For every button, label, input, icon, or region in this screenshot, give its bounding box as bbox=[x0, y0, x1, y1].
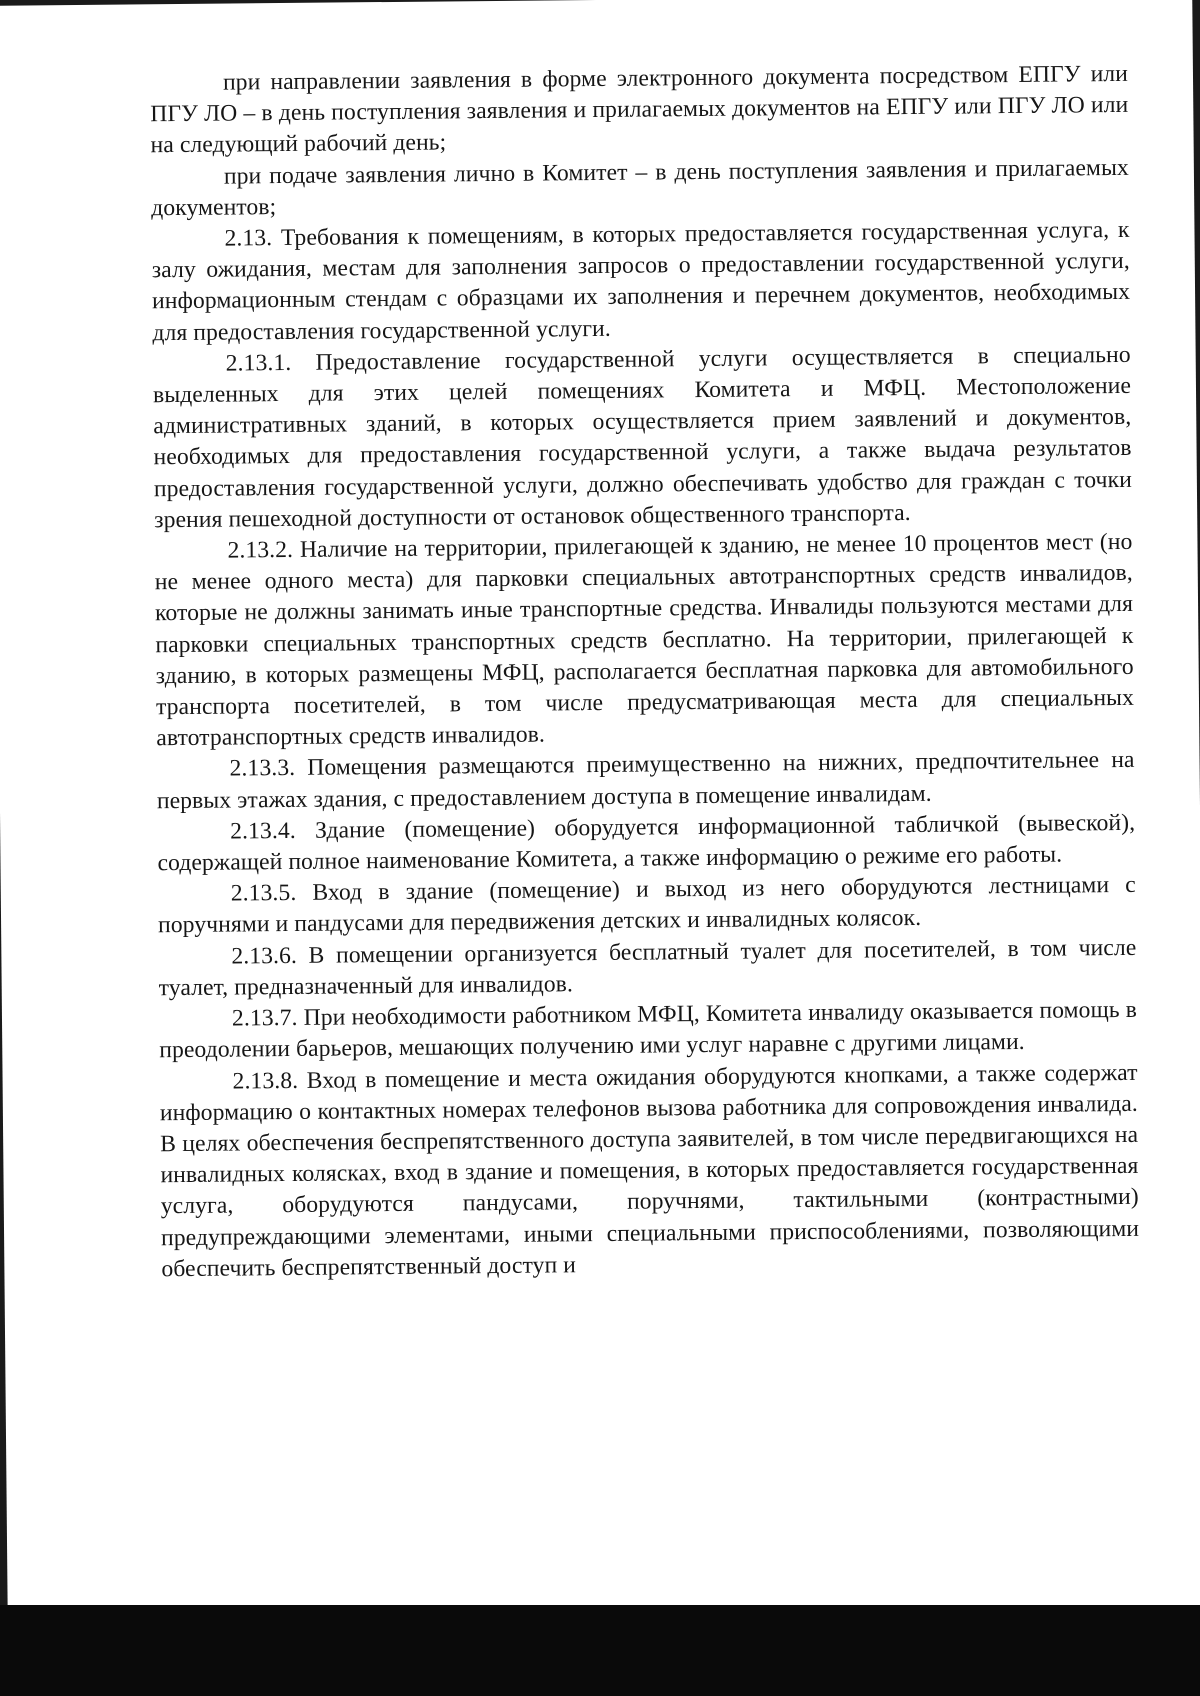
paragraph-2-13-6: 2.13.6. В помещении организуется бесплатный туалет для посетителей, в том числе туалет, предназначенный для инвалидов. bbox=[158, 934, 1137, 1002]
paragraph-2-13: 2.13. Требования к помещениям, в которых предоставляется государственная услуга, к залу ожидания, местам для заполнения запросов о предоставлении государственной услуги, информационным стендам с образцами их заполнения и перечнем документов, необходимых для предоставления государственной услуги. bbox=[151, 216, 1131, 346]
document-body bbox=[150, 59, 1140, 1285]
paragraph-2-13-4: 2.13.4. Здание (помещение) оборудуется информационной табличкой (вывеской), содержащей полное наименование Комитета, а также информацию о режиме его работы. bbox=[157, 809, 1136, 877]
paragraph-2-13-1: 2.13.1. Предоставление государственной услуги осуществляется в специально выделенных для этих целей помещениях Комитета и МФЦ. Местоположение административных зданий, в которых осуществляется прием заявлений и документов, необходимых для предоставления государственной услуги, а также выдача результатов предоставления государственной услуги, должно обеспечивать удобство для граждан с точки зрения пешеходной доступности от остановок общественного транспорта. bbox=[152, 341, 1132, 534]
scan-black-border bbox=[0, 1605, 1200, 1696]
paragraph-2-13-2: 2.13.2. Наличие на территории, прилегающей к зданию, не менее 10 процентов мест (но не менее одного места) для парковки специальных автотранспортных средств инвалидов, которые не должны занимать иные транспортные средства. Инвалиды пользуются местами для парковки специальных транспортных средств бесплатно. На территории, прилегающей к зданию, в которых размещены МФЦ, располагается бесплатная парковка для автомобильного транспорта посетителей, в том числе предусматривающая места для специальных автотранспортных средств инвалидов. bbox=[154, 528, 1135, 752]
paragraph-2-13-3: 2.13.3. Помещения размещаются преимущественно на нижних, предпочтительнее на первых этажах здания, с предоставлением доступа в помещение инвалидам. bbox=[156, 747, 1135, 814]
paragraph-2-13-5: 2.13.5. Вход в здание (помещение) и выход из него оборудуются лестницами с поручнями и пандусами для передвижения детских и инвалидных колясок. bbox=[157, 872, 1136, 939]
paragraph-personal-submission: при подаче заявления лично в Комитет – в день поступления заявления и прилагаемых документов; bbox=[151, 154, 1129, 222]
paragraph-2-13-7: 2.13.7. При необходимости работником МФЦ, Комитета инвалиду оказывается помощь в преодолении барьеров, мешающих получению ими услуг наравне с другими лицами. bbox=[159, 996, 1138, 1064]
paragraph-electronic-submission: при направлении заявления в форме электронного документа посредством ЕПГУ или ПГУ ЛО – в день поступления заявления и прилагаемых документов на ЕПГУ или ПГУ ЛО или на следующий рабочий день; bbox=[150, 60, 1129, 159]
paragraph-2-13-8: 2.13.8. Вход в помещение и места ожидания оборудуются кнопками, а также содержат информацию о контактных номерах телефонов вызова работника для сопровождения инвалида. В целях обеспечения беспрепятственного доступа заявителей, в том числе передвигающихся на инвалидных колясках, вход в здание и помещения, в которых предоставляется государственная услуга, оборудуются пандусами, поручнями, тактильными (контрастными) предупреждающими элементами, иными специальными приспособлениями, позволяющими обеспечить беспрепятственный доступ и bbox=[159, 1059, 1140, 1282]
